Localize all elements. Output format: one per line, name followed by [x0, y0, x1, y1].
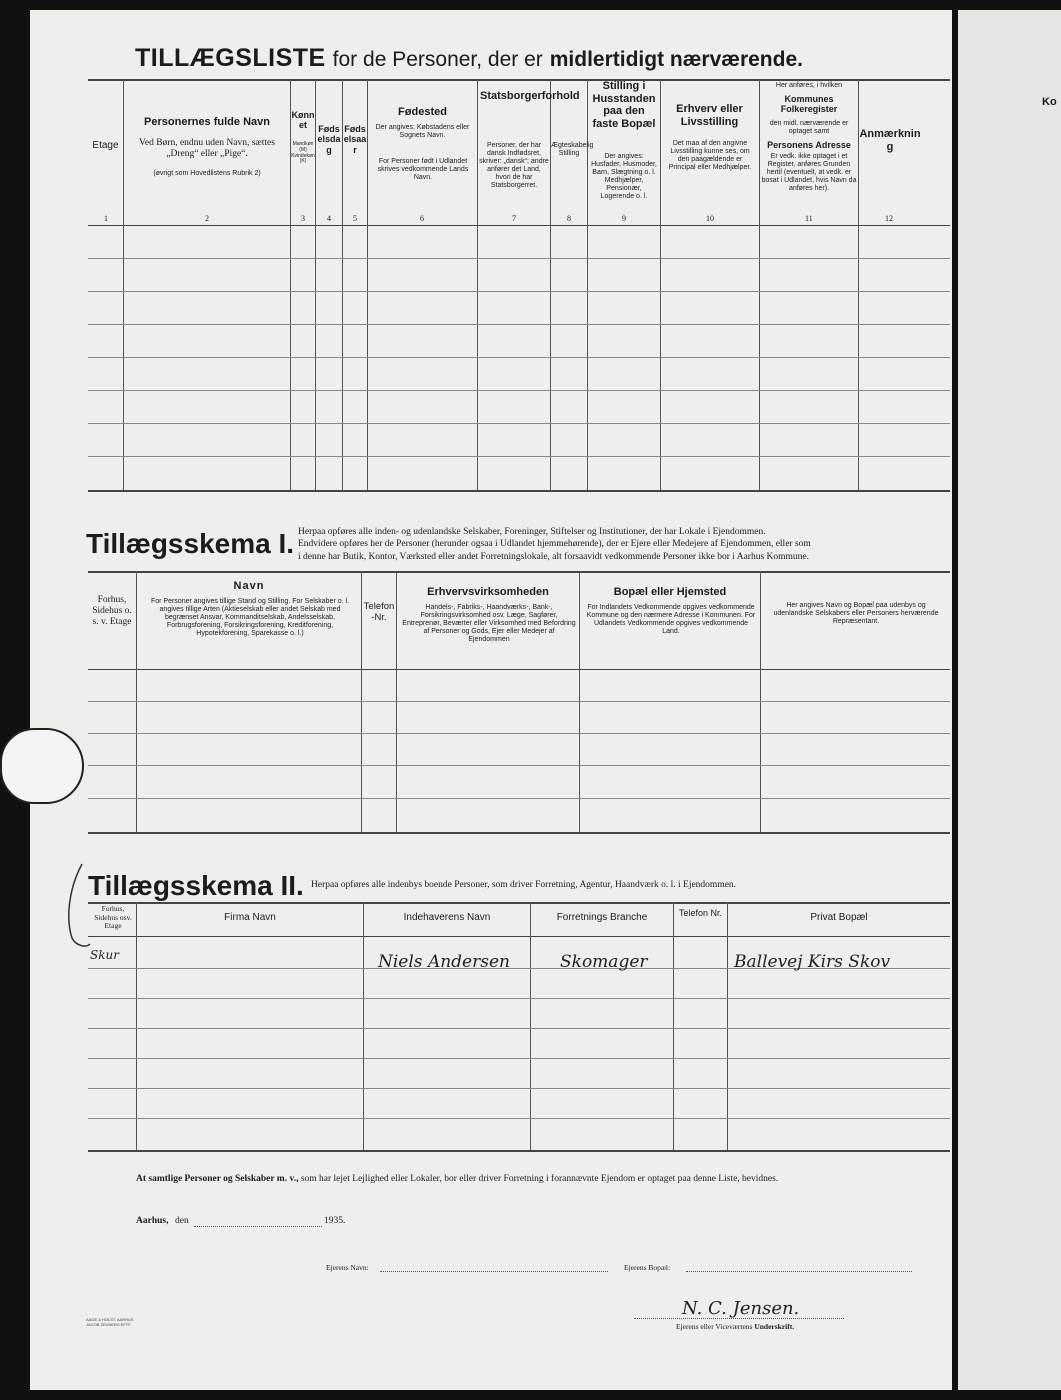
t1-col-name-title: Personernes fulde Navn [144, 116, 270, 128]
adjacent-page-text: Ko [1042, 96, 1057, 108]
t1-col-sex-sub: Mandkøn (M) Kvindekøn (K) [291, 141, 315, 165]
schema2-bottom-rule [88, 1150, 950, 1152]
schema2-title: Tillægsskema II. [88, 870, 304, 901]
s1-col-residence-sub: For Indlandets Vedkommende opgives vedkommende Kommune og den nærmere Adresse i Kommunen. For Udlandets Vedkommende opgives vedkommende Land. [586, 604, 756, 636]
schema2-description: Herpaa opføres alle indenbys boende Personer, som driver Forretning, Agentur, Haandværk o. l. i Ejendommen. [311, 880, 737, 890]
table1-bottom-rule [88, 490, 950, 492]
t1-num-6: 6 [420, 214, 424, 223]
s1-col-name-sub: For Personer angives tillige Stand og Stilling. For Selskaber o. l. angives tillige Arten (Aktieselskab eller andet Selskab med begrænset Ansvar, Kommanditselskab, Andelsselskab, Forbrugsforening, Forsikringsforening, Kreditforening, Hypotekforening, Sparekasse o. l.) [150, 598, 350, 638]
t1-col-etage: Etage [92, 140, 119, 151]
main-title [135, 44, 803, 73]
s2-row1-etage: Skur [90, 948, 119, 962]
schema1-top-rule [88, 571, 950, 573]
t1-col-birthplace-title: Fødested [398, 106, 447, 118]
schema2-header-rule [88, 936, 950, 937]
s2-col-firm: Firma Navn [224, 912, 276, 923]
t1-col-register-e: Er vedk. ikke optaget i et Register, anføres Grunden hertil (eventuelt, at vedk. er bosat i Udlandet, hvis Navn da anføres her). [761, 153, 857, 193]
t1-num-1: 1 [104, 214, 108, 223]
t1-col-name-note: (øvrigt som Hovedlistens Rubrik 2) [153, 170, 261, 177]
t1-col-citizenship-title: Statsborgerforhold [480, 90, 580, 102]
t1-col-marital: Ægteskabelig Stilling [551, 142, 594, 158]
owner-address-label: Ejerens Bopæl: [624, 1263, 671, 1272]
s1-col-phone: Telefon-Nr. [363, 601, 395, 623]
t1-col-household-sub: Der angives: Husfader, Husmoder, Barn, Slægtning o. l. Medhjælper, Pensionær, Logerende o. l. [591, 153, 657, 201]
t1-col-birthplace-sub2: For Personer født i Udlandet skrives vedkommende Lands Navn. [377, 158, 469, 182]
t1-col-household-title: Stilling i Husstanden paa den faste Bopæl [592, 80, 656, 130]
s1-col-residence-title: Bopæl eller Hjemsted [613, 586, 727, 598]
t1-num-7: 7 [512, 214, 516, 223]
year-label: 1935. [324, 1216, 346, 1226]
s2-col-owner: Indehaverens Navn [403, 912, 491, 923]
schema1-bottom-rule [88, 832, 950, 834]
t1-col-birthday: Fødselsdag [317, 124, 341, 155]
owner-name-line[interactable] [380, 1271, 608, 1272]
s2-col-branch: Forretnings Branche [556, 912, 648, 923]
schema1-desc-line1: Herpaa opføres alle inden- og udenlandske Selskaber, Foreninger, Stiftelser og Institutioner, der har Lokale i Ejendommen. [298, 527, 766, 537]
t1-col-citizenship-sub: Personer, der har dansk Indfødsret, skriver: „dansk“; andre anfører det Land, hvori de har Statsborgerret. [479, 142, 549, 190]
date-field-line[interactable] [194, 1226, 322, 1227]
t1-col-birthyear: Fødselsaar [343, 124, 367, 155]
s2-col-private-address: Privat Bopæl [810, 912, 868, 923]
t1-num-4: 4 [327, 214, 331, 223]
certification-text [136, 1174, 946, 1184]
t1-num-8: 8 [567, 214, 571, 223]
signature-label-bold: Underskrift. [754, 1322, 795, 1331]
s2-row1-branch: Skomager [560, 952, 648, 972]
schema1-title: Tillægsskema I. [86, 528, 295, 559]
city-label: Aarhus, [136, 1216, 169, 1226]
schema1-description [298, 526, 948, 563]
s1-col-business-title: Erhvervsvirksomheden [427, 586, 549, 598]
t1-num-12: 12 [885, 214, 893, 223]
table1-top-rule [88, 79, 950, 81]
form-page [30, 10, 952, 1390]
s2-col-etage: Forhus, Sidehus osv. Etage [94, 904, 132, 931]
t1-col-birthplace-sub1: Der angives: Købstadens eller Sognets Navn. [375, 124, 470, 140]
t1-num-5: 5 [353, 214, 357, 223]
s2-row1-address: Ballevej Kirs Skov [734, 952, 891, 972]
signature: N. C. Jensen. [682, 1298, 800, 1319]
t1-num-9: 9 [622, 214, 626, 223]
t1-col-register-c: den midl. nærværende er optaget samt [769, 120, 849, 136]
t1-col-occupation-title: Erhverv eller Livsstilling [676, 103, 743, 128]
signature-line [634, 1318, 844, 1319]
s2-col-phone: Telefon Nr. [678, 908, 723, 918]
main-title-bold: TILLÆGSLISTE [135, 44, 326, 72]
main-title-bold2: midlertidigt nærværende. [549, 48, 803, 71]
s2-row1-owner: Niels Andersen [378, 952, 510, 972]
t1-col-register-b: Kommunes Folkeregister [780, 94, 838, 115]
s1-col-name-title: Navn [233, 580, 265, 592]
t1-num-2: 2 [205, 214, 209, 223]
main-title-text: for de Personer, der er [332, 48, 543, 71]
t1-col-register-d: Personens Adresse [767, 140, 851, 150]
certification-rest: som har lejet Lejlighed eller Lokaler, bor eller driver Forretning i forannævnte Ejendom er optaget paa denne Liste, bevidnes. [300, 1174, 779, 1184]
owner-address-line[interactable] [686, 1271, 912, 1272]
index-tab [0, 728, 84, 804]
adjacent-page-edge [958, 10, 1061, 1390]
t1-num-11: 11 [805, 214, 813, 223]
printer-imprint: AAGE & HOLST, AARHUS JACOB ZEUNERS EFTF. [86, 1317, 134, 1327]
schema1-header-rule [88, 669, 950, 670]
schema1-desc-line3: i denne har Butik, Kontor, Værksted eller andet Forretningslokale, alt forsaavidt vedkommende Personer ikke bor i Aarhus Kommune. [298, 551, 810, 562]
owner-name-label: Ejerens Navn: [326, 1263, 369, 1272]
t1-col-sex: Kønnet [291, 110, 315, 131]
s1-col-etage: Forhus, Sidehus o. s. v. Etage [92, 595, 132, 627]
t1-col-register-a: Her anføres, i hvilken [775, 82, 843, 89]
signature-label [676, 1322, 794, 1331]
t1-col-name-sub: Ved Børn, endnu uden Navn, sættes „Dreng“ eller „Pige“. [139, 138, 275, 159]
schema2-top-rule [88, 902, 950, 904]
t1-col-remarks: Anmærkning [859, 128, 921, 153]
signature-label-pre: Ejerens eller Viceværtens [676, 1322, 753, 1331]
den-label: den [175, 1216, 189, 1226]
certification-bold: At samtlige Personer og Selskaber m. v., [136, 1174, 299, 1184]
t1-num-10: 10 [706, 214, 714, 223]
t1-num-3: 3 [301, 214, 305, 223]
s1-col-representative: Her angives Navn og Bopæl paa udenbys og udenlandske Selskabers eller Personers herværende Repræsentant. [773, 602, 939, 626]
t1-col-occupation-sub: Det maa af den angivne Livsstilling kunne ses, om den paagældende er Principal eller Medhjælper. [668, 140, 752, 172]
s1-col-business-sub: Handels-, Fabriks-, Haandværks-, Bank-, Forsikringsvirksomhed osv. Læge, Sagfører, Entreprenør, Beværter eller Virksomhed med Befordring af Personer og Gods, Ejer eller Medejer af Ejendommen [402, 604, 576, 644]
table1-header-rule [88, 225, 950, 226]
schema1-desc-line2: Endvidere opføres her de Personer (herunder ogsaa i Udlandet hjemmehørende), der er Ejere eller Medejere af Ejendommen, eller som [298, 539, 811, 550]
